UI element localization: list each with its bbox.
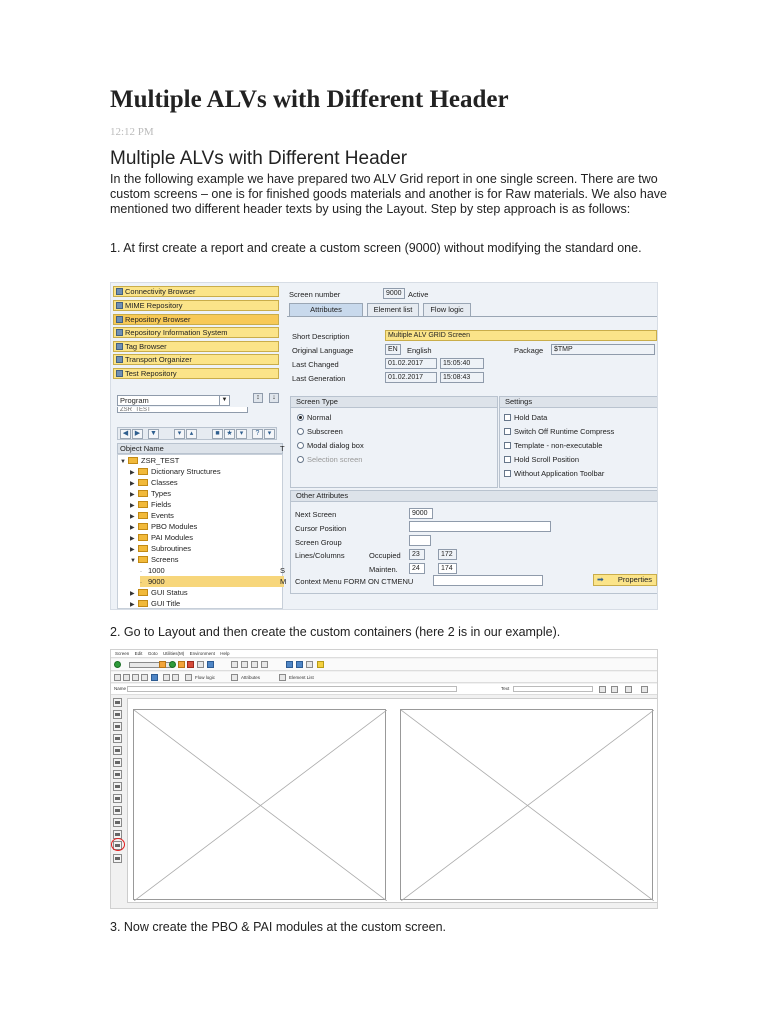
pushbutton-tool-icon[interactable] <box>113 758 122 767</box>
section-title: Multiple ALVs with Different Header <box>110 148 408 169</box>
checkbox-icon <box>504 414 511 421</box>
activate-icon[interactable] <box>141 674 148 681</box>
enter-icon[interactable] <box>114 661 121 668</box>
expand-icon[interactable]: ▴ <box>186 429 197 439</box>
screen-status: Active <box>408 290 429 299</box>
flow-logic-icon[interactable] <box>185 674 192 681</box>
radio-modal-dialog[interactable]: Modal dialog box <box>297 441 364 450</box>
object-type-select[interactable]: Program ▼ <box>117 395 230 406</box>
tree-header: Object Name T <box>117 443 283 454</box>
input-field-icon[interactable] <box>113 722 122 731</box>
mainten-label: Mainten. <box>369 565 398 574</box>
step-2-text: 2. Go to Layout and then create the custom containers (here 2 is in our example). <box>110 625 561 639</box>
back-icon[interactable] <box>169 661 176 668</box>
folder-icon <box>138 468 148 475</box>
original-language-label: Original Language <box>292 346 354 355</box>
custom-container-right[interactable] <box>400 709 653 900</box>
tab-element-list[interactable]: Element list <box>367 303 419 316</box>
tab-flow-logic[interactable]: Flow logic <box>423 303 471 316</box>
custom-container-left[interactable] <box>133 709 386 900</box>
checkbox-icon <box>504 456 511 463</box>
refresh-icon[interactable]: ↕ <box>253 393 263 403</box>
step-1-text: 1. At first create a report and create a custom screen (9000) without modifying the standard one. <box>110 241 642 255</box>
display-icon[interactable] <box>123 674 130 681</box>
cut-icon[interactable] <box>231 661 238 668</box>
screen-number-field: 9000 <box>383 288 405 299</box>
radio-icon <box>297 442 304 449</box>
last-generation-time: 15:08:43 <box>440 372 484 383</box>
tree-node[interactable]: · 1000 <box>140 566 165 575</box>
checkbox-switch-off-runtime[interactable]: Switch Off Runtime Compress <box>504 427 614 436</box>
collapsed-icon: ▶ <box>130 503 135 509</box>
mainten-lines[interactable]: 24 <box>409 563 425 574</box>
folder-icon <box>138 600 148 607</box>
box-tool-icon[interactable] <box>113 782 122 791</box>
screen-group-label: Screen Group <box>295 538 342 547</box>
element-list-icon[interactable] <box>279 674 286 681</box>
screen-number-label: Screen number <box>289 290 341 299</box>
arrow-right-icon: ➡ <box>597 575 604 584</box>
attributes-button[interactable]: Attributes <box>241 675 261 680</box>
nav-tag-browser[interactable]: Tag Browser <box>113 341 279 352</box>
collapsed-icon: ▶ <box>130 525 135 531</box>
nav-mime-repository[interactable]: MIME Repository <box>113 300 279 311</box>
checkbox-hold-scroll[interactable]: Hold Scroll Position <box>504 455 579 464</box>
last-changed-date: 01.02.2017 <box>385 358 437 369</box>
folder-icon <box>138 479 148 486</box>
tree-node[interactable]: ▶ Classes <box>130 477 178 488</box>
settings-title: Settings <box>500 397 658 408</box>
context-menu-field[interactable] <box>433 575 543 586</box>
package-field: $TMP <box>551 344 655 355</box>
monitor-icon[interactable] <box>306 661 313 668</box>
folder-icon <box>138 501 148 508</box>
intro-paragraph: In the following example we have prepared two ALV Grid report in one single screen. There are two custom screens – one is for finished goods materials and another is for Raw materials. We also have mentioned two different header texts by using the Layout. Step by step approach is as follows: <box>110 172 667 216</box>
short-description-field[interactable]: Multiple ALV GRID Screen <box>385 330 657 341</box>
search-icon[interactable]: ↓ <box>269 393 279 403</box>
radio-normal[interactable]: Normal <box>297 413 331 422</box>
last-changed-time: 15:05:40 <box>440 358 484 369</box>
screen-painter-screenshot <box>110 282 658 610</box>
menu-help[interactable]: Help <box>220 651 230 656</box>
element-palette <box>111 698 125 873</box>
collapsed-icon: ▶ <box>130 514 135 520</box>
radio-selection-screen: Selection screen <box>297 455 362 464</box>
menu-screen[interactable]: Screen <box>115 651 130 656</box>
lines-columns-label: Lines/Columns <box>295 551 345 560</box>
system-toolbar <box>111 659 658 671</box>
radio-tool-icon[interactable] <box>113 746 122 755</box>
checkbox-without-toolbar[interactable]: Without Application Toolbar <box>504 469 604 478</box>
info-system-icon <box>116 329 123 336</box>
height-field[interactable] <box>641 686 648 693</box>
help-icon[interactable] <box>317 661 324 668</box>
copy-icon[interactable] <box>241 661 248 668</box>
screen-group-field[interactable] <box>409 535 431 546</box>
text-field-icon[interactable] <box>113 710 122 719</box>
folder-icon <box>138 534 148 541</box>
favorites-icon[interactable]: ★ <box>224 429 235 439</box>
step-3-text: 3. Now create the PBO & PAI modules at the custom screen. <box>110 920 447 934</box>
cancel-icon[interactable] <box>187 661 194 668</box>
radio-selected-icon <box>297 414 304 421</box>
menu-edit[interactable]: Edit <box>134 651 143 656</box>
checkbox-template[interactable]: Template - non-executable <box>504 441 602 450</box>
last-generation-date: 01.02.2017 <box>385 372 437 383</box>
object-toolbar <box>117 427 277 440</box>
collapsed-icon: ▶ <box>130 591 135 597</box>
nav-transport-organizer[interactable]: Transport Organizer <box>113 354 279 365</box>
save-icon[interactable] <box>159 661 166 668</box>
container-placeholder-icon <box>134 710 387 901</box>
help-icon[interactable]: ? <box>252 429 263 439</box>
next-screen-label: Next Screen <box>295 510 337 519</box>
tree-node-selected[interactable]: · 9000 <box>140 576 284 587</box>
properties-icon[interactable] <box>611 686 618 693</box>
screen-type-group <box>290 396 498 488</box>
document-title: Multiple ALVs with Different Header <box>110 86 509 113</box>
cursor-position-field[interactable] <box>409 521 551 532</box>
tree-expand-icon[interactable]: ▼ <box>148 429 159 439</box>
test-icon <box>116 370 123 377</box>
object-name-input[interactable]: ZSR_TEST <box>117 407 248 413</box>
folder-icon <box>138 589 148 596</box>
name-label: Name <box>114 686 127 691</box>
language-code-field: EN <box>385 344 401 355</box>
mainten-cols[interactable]: 174 <box>438 563 457 574</box>
collapsed-icon: ▶ <box>130 492 135 498</box>
checkbox-tool-icon[interactable] <box>113 734 122 743</box>
checkbox-icon <box>504 428 511 435</box>
container-placeholder-icon <box>401 710 654 901</box>
tree-node[interactable]: ▶ PBO Modules <box>130 521 197 532</box>
checkbox-icon <box>504 470 511 477</box>
tree-node-root[interactable]: ▼ ZSR_TEST <box>120 455 282 466</box>
tabstrip-tool-icon[interactable] <box>113 770 122 779</box>
properties-button[interactable]: ➡ Properties <box>593 574 657 586</box>
name-text-bar <box>111 684 658 695</box>
collapsed-icon: ▶ <box>130 547 135 553</box>
application-toolbar <box>111 672 658 683</box>
folder-icon <box>138 556 148 563</box>
post-time: 12:12 PM <box>110 126 154 138</box>
layout-editor-screenshot <box>110 649 658 909</box>
radio-icon <box>297 456 304 463</box>
object-list-icon[interactable]: ■ <box>212 429 223 439</box>
previous-icon[interactable] <box>163 674 170 681</box>
print-icon[interactable] <box>197 661 204 668</box>
more-icon[interactable]: ▾ <box>236 429 247 439</box>
text-label: Text <box>501 686 510 691</box>
other-attributes-title: Other Attributes <box>291 491 658 502</box>
checkbox-hold-data[interactable]: Hold Data <box>504 413 547 422</box>
occupied-cols: 172 <box>438 549 457 560</box>
next-screen-field[interactable]: 9000 <box>409 508 433 519</box>
context-menu-label: Context Menu FORM ON CTMENU <box>295 577 414 586</box>
occupied-lines: 23 <box>409 549 425 560</box>
tree-node[interactable]: ▼ Screens <box>130 554 179 565</box>
table-control-icon[interactable] <box>113 806 122 815</box>
collapsed-icon: ▶ <box>130 602 135 608</box>
menu-bar <box>111 650 658 658</box>
checkbox-icon <box>504 442 511 449</box>
find-icon[interactable] <box>207 661 214 668</box>
screen-attributes-pane <box>287 283 658 610</box>
tree-node[interactable]: ▶ GUI Title <box>130 598 180 609</box>
browser-icon <box>116 288 123 295</box>
collapsed-icon: ▶ <box>130 481 135 487</box>
pointer-icon[interactable] <box>113 698 122 707</box>
short-description-label: Short Description <box>292 332 350 341</box>
tab-attributes[interactable]: Attributes <box>289 303 363 316</box>
tree-node-type: S <box>280 566 286 575</box>
flow-logic-button[interactable]: Flow logic <box>195 675 216 680</box>
folder-icon <box>138 523 148 530</box>
chevron-down-icon: ▼ <box>219 396 229 405</box>
test-icon[interactable] <box>151 674 158 681</box>
tree-node-type: M <box>280 577 287 586</box>
exit-icon[interactable] <box>178 661 185 668</box>
folder-icon <box>138 490 148 497</box>
layout-icon[interactable] <box>286 661 293 668</box>
tree-node[interactable]: ▶ Fields <box>130 499 171 510</box>
window-icon[interactable] <box>296 661 303 668</box>
settings-group <box>499 396 658 488</box>
truck-icon <box>116 356 123 363</box>
highlight-circle <box>111 838 125 851</box>
cursor-position-label: Cursor Position <box>295 524 347 533</box>
language-name: English <box>407 346 432 355</box>
screen-type-title: Screen Type <box>291 397 497 408</box>
undo-icon[interactable] <box>261 661 268 668</box>
name-field[interactable] <box>127 686 457 692</box>
status-icon-tool[interactable] <box>113 854 122 863</box>
folder-icon <box>128 457 138 464</box>
width-field[interactable] <box>625 686 632 693</box>
collapsed-icon: ▶ <box>130 470 135 476</box>
dropdown-icon[interactable]: ▾ <box>264 429 275 439</box>
layout-canvas[interactable] <box>127 698 658 903</box>
forward-icon[interactable]: ▶ <box>132 429 143 439</box>
collapse-icon[interactable]: ▾ <box>174 429 185 439</box>
radio-subscreen[interactable]: Subscreen <box>297 427 343 436</box>
paste-icon[interactable] <box>251 661 258 668</box>
navigation-pane <box>111 283 287 610</box>
tree-node[interactable]: ▶ PAI Modules <box>130 532 193 543</box>
nav-repository-information-system[interactable]: Repository Information System <box>113 327 279 338</box>
repository-icon <box>116 316 123 323</box>
occupied-label: Occupied <box>369 551 401 560</box>
mime-icon <box>116 302 123 309</box>
object-tree <box>117 454 287 609</box>
tree-node[interactable]: ▶ Types <box>130 488 171 499</box>
last-changed-label: Last Changed <box>292 360 339 369</box>
tree-node[interactable]: ▶ Subroutines <box>130 543 191 554</box>
dictionary-icon[interactable] <box>599 686 606 693</box>
back-icon[interactable]: ◀ <box>120 429 131 439</box>
text-field[interactable] <box>513 686 593 692</box>
tree-node[interactable]: ▶ GUI Status <box>130 587 188 598</box>
nav-connectivity-browser[interactable]: Connectivity Browser <box>113 286 279 297</box>
command-field[interactable] <box>129 662 173 668</box>
collapsed-icon: ▶ <box>130 536 135 542</box>
tree-node[interactable]: ▶ Dictionary Structures <box>130 466 221 477</box>
tree-node[interactable]: ▶ Events <box>130 510 174 521</box>
subscreen-tool-icon[interactable] <box>113 794 122 803</box>
next-icon[interactable] <box>172 674 179 681</box>
nav-repository-browser[interactable]: Repository Browser <box>113 314 279 325</box>
package-label: Package <box>514 346 544 355</box>
tag-icon <box>116 343 123 350</box>
edit-icon[interactable] <box>114 674 121 681</box>
expanded-icon: ▼ <box>130 558 136 564</box>
menu-goto[interactable]: Goto <box>147 651 158 656</box>
folder-icon <box>138 512 148 519</box>
folder-icon <box>138 545 148 552</box>
nav-test-repository[interactable]: Test Repository <box>113 368 279 379</box>
expanded-icon: ▼ <box>120 459 126 465</box>
attributes-icon[interactable] <box>231 674 238 681</box>
element-list-button[interactable]: Element List <box>289 675 314 680</box>
last-generation-label: Last Generation <box>292 374 346 383</box>
radio-icon <box>297 428 304 435</box>
menu-utilities[interactable]: Utilities(M) <box>162 651 185 656</box>
table-wizard-icon[interactable] <box>113 818 122 827</box>
check-icon[interactable] <box>132 674 139 681</box>
menu-environment[interactable]: Environment <box>189 651 215 656</box>
